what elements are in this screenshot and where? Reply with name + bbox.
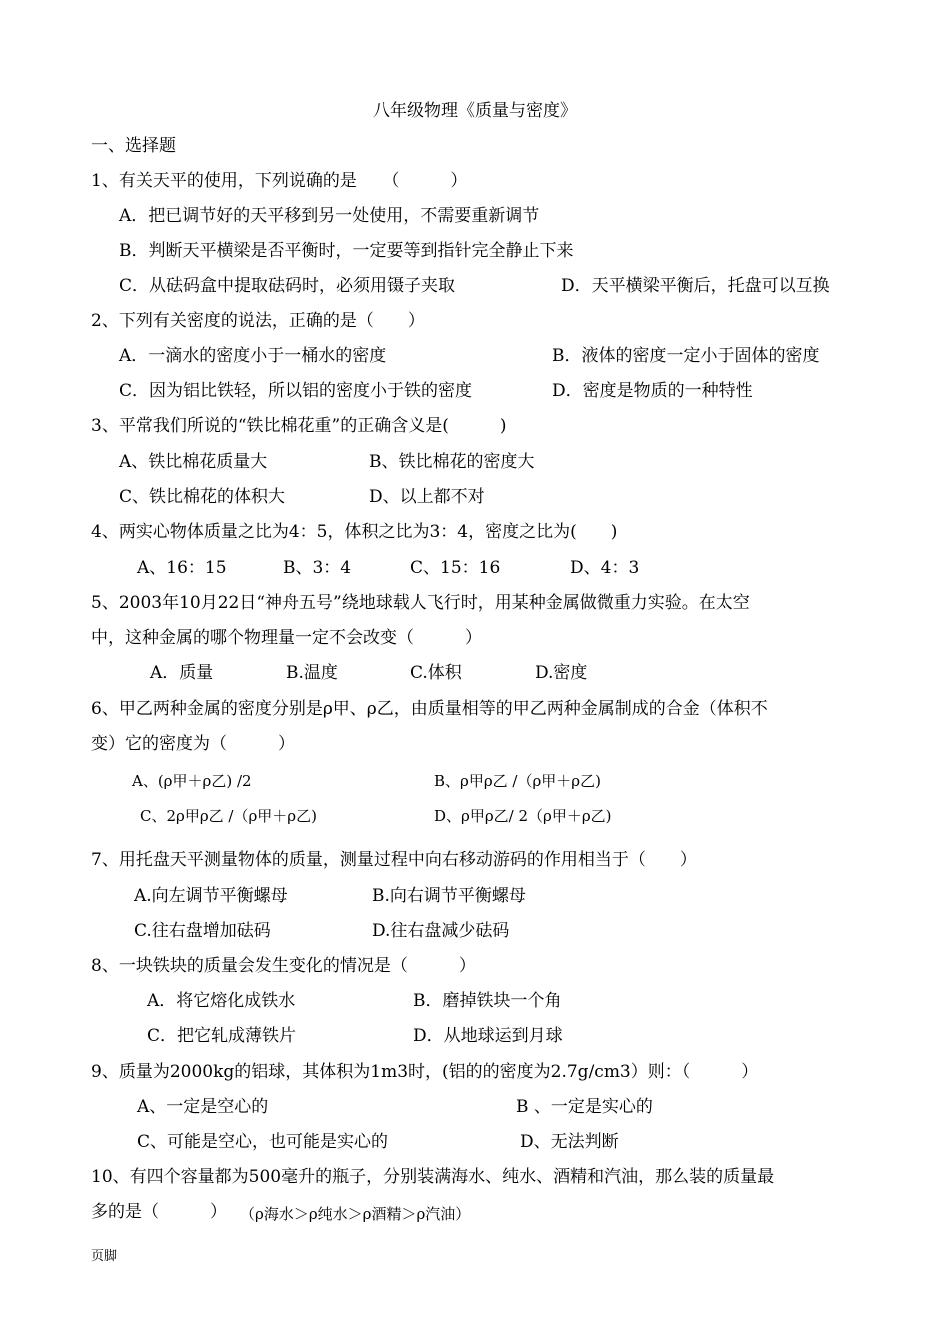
question-7-stem: 7、用托盘天平测量物体的质量，测量过程中向右移动游码的作用相当于（ ） — [91, 850, 697, 870]
question-3-stem: 3、平常我们所说的“铁比棉花重”的正确含义是( ) — [91, 416, 507, 436]
question-1-stem: 1、有关天平的使用，下列说确的是 （ ） — [91, 171, 468, 191]
question-9-option-d: D、无法判断 — [520, 1132, 619, 1152]
question-6-stem-line-2: 变）它的密度为（ ） — [91, 734, 295, 754]
question-7-option-c: C.往右盘增加砝码 — [134, 921, 271, 941]
question-1-option-d: D．天平横梁平衡后，托盘可以互换 — [561, 276, 830, 296]
question-1-option-c: C．从砝码盒中提取砝码时，必须用镊子夹取 — [119, 276, 456, 296]
question-7-option-d: D.往右盘减少砝码 — [372, 921, 510, 941]
question-10-stem-line-2: 多的是（ ） — [91, 1202, 227, 1222]
question-9-option-a: A、一定是空心的 — [137, 1097, 269, 1117]
question-4-option-c: C、15：16 — [410, 558, 501, 578]
question-1-option-b: B．判断天平横梁是否平衡时，一定要等到指针完全静止下来 — [119, 241, 574, 261]
question-8-option-c: C．把它轧成薄铁片 — [147, 1026, 297, 1046]
question-9-stem: 9、质量为2000kg的铝球，其体积为1m3时，(铝的的密度为2.7g/cm3）则：（ ） — [91, 1062, 759, 1082]
question-6-option-d: D、ρ甲ρ乙/ 2（ρ甲＋ρ乙) — [434, 807, 612, 825]
question-7-option-a: A.向左调节平衡螺母 — [134, 886, 288, 906]
page-title: 八年级物理《质量与密度》 — [373, 101, 577, 121]
question-10-stem-line-1: 10、有四个容量都为500毫升的瓶子，分别装满海水、纯水、酒精和汽油，那么装的质量最 — [91, 1167, 775, 1187]
page-footer: 页脚 — [91, 1249, 118, 1264]
question-6-stem-line-1: 6、甲乙两种金属的密度分别是ρ甲、ρ乙，由质量相等的甲乙两种金属制成的合金（体积不 — [91, 699, 768, 719]
question-6-option-b: B、ρ甲ρ乙 /（ρ甲＋ρ乙) — [434, 772, 601, 790]
question-4-option-a: A、16：15 — [137, 558, 227, 578]
question-6-option-a: A、(ρ甲＋ρ乙) /2 — [132, 772, 252, 790]
question-3-option-a: A、铁比棉花质量大 — [119, 452, 268, 472]
question-4-option-b: B、3：4 — [283, 558, 352, 578]
question-2-option-b: B．液体的密度一定小于固体的密度 — [552, 346, 820, 366]
question-4-option-d: D、4：3 — [570, 558, 640, 578]
question-2-option-a: A．一滴水的密度小于一桶水的密度 — [119, 346, 387, 366]
question-2-option-d: D．密度是物质的一种特性 — [552, 381, 753, 401]
question-5-option-a: A．质量 — [150, 663, 214, 683]
question-3-option-b: B、铁比棉花的密度大 — [369, 452, 535, 472]
question-2-option-c: C．因为铝比铁轻，所以铝的密度小于铁的密度 — [119, 381, 473, 401]
question-6-option-c: C、2ρ甲ρ乙 /（ρ甲＋ρ乙) — [140, 807, 317, 825]
question-9-option-b: B 、一定是实心的 — [516, 1097, 653, 1117]
question-8-option-a: A．将它熔化成铁水 — [147, 991, 296, 1011]
question-3-option-d: D、以上都不对 — [369, 487, 485, 507]
question-10-density-note: （ρ海水＞ρ纯水＞ρ酒精＞ρ汽油） — [240, 1205, 471, 1223]
question-5-option-b: B.温度 — [286, 663, 338, 683]
question-7-option-b: B.向右调节平衡螺母 — [372, 886, 526, 906]
question-1-option-a: A．把已调节好的天平移到另一处使用，不需要重新调节 — [119, 206, 540, 226]
question-3-option-c: C、铁比棉花的体积大 — [119, 487, 286, 507]
question-4-stem: 4、两实心物体质量之比为4：5，体积之比为3：4，密度之比为( ) — [91, 522, 618, 542]
question-5-stem-line-2: 中，这种金属的哪个物理量一定不会改变（ ） — [91, 628, 482, 648]
section-heading: 一、选择题 — [91, 136, 176, 156]
question-9-option-c: C、可能是空心，也可能是实心的 — [137, 1132, 389, 1152]
question-8-option-d: D．从地球运到月球 — [413, 1026, 563, 1046]
question-5-stem-line-1: 5、2003年10月22日“神舟五号”绕地球载人飞行时，用某种金属做微重力实验。在太空 — [91, 593, 750, 613]
question-2-stem: 2、下列有关密度的说法，正确的是（ ） — [91, 311, 425, 331]
question-8-stem: 8、一块铁块的质量会发生变化的情况是（ ） — [91, 956, 476, 976]
question-5-option-c: C.体积 — [410, 663, 462, 683]
question-8-option-b: B．磨掉铁块一个角 — [413, 991, 562, 1011]
question-5-option-d: D.密度 — [535, 663, 588, 683]
